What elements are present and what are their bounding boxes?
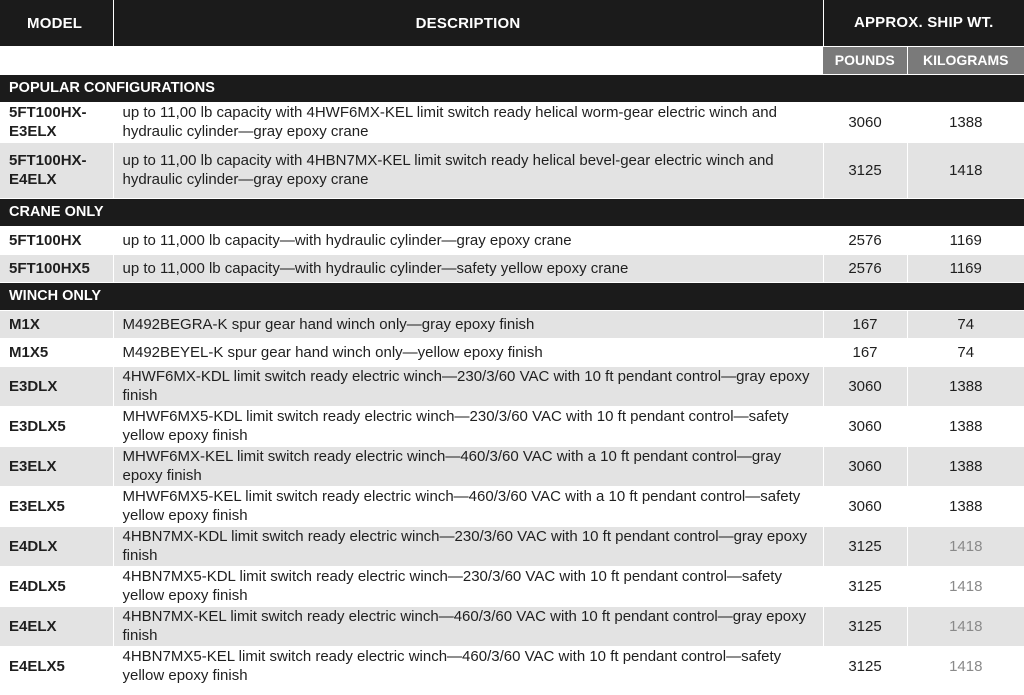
description-cell: 4HBN7MX5-KDL limit switch ready electric winch—230/3/60 VAC with 10 ft pendant control—safety yellow epoxy finish (113, 566, 823, 606)
description-cell: up to 11,000 lb capacity—with hydraulic cylinder—gray epoxy crane (113, 226, 823, 254)
model-cell: M1X (0, 310, 113, 338)
table-row (0, 526, 1024, 566)
subheader-spacer (0, 46, 113, 74)
model-cell: 5FT100HX (0, 226, 113, 254)
section-title: POPULAR CONFIGURATIONS (0, 74, 1024, 102)
section-header-winch-only (0, 282, 1024, 310)
subheader-row (0, 46, 1024, 74)
model-cell: E3ELX (0, 446, 113, 486)
kilograms-cell: 1418 (907, 526, 1024, 566)
column-header-model: MODEL (0, 0, 113, 46)
table-row (0, 646, 1024, 686)
table-row (0, 254, 1024, 282)
description-cell: 4HBN7MX5-KEL limit switch ready electric winch—460/3/60 VAC with 10 ft pendant control—safety yellow epoxy finish (113, 646, 823, 686)
description-cell: up to 11,00 lb capacity with 4HBN7MX-KEL limit switch ready helical bevel-gear electric winch and hydraulic cylinder—gray epoxy crane (113, 142, 823, 198)
model-cell: E3ELX5 (0, 486, 113, 526)
pounds-cell: 3125 (823, 526, 907, 566)
section-header-popular-configurations (0, 74, 1024, 102)
table-row (0, 446, 1024, 486)
description-cell: MHWF6MX5-KEL limit switch ready electric winch—460/3/60 VAC with a 10 ft pendant control—safety yellow epoxy finish (113, 486, 823, 526)
table-row (0, 566, 1024, 606)
pounds-cell: 2576 (823, 254, 907, 282)
pounds-cell: 3125 (823, 142, 907, 198)
description-cell: M492BEYEL-K spur gear hand winch only—yellow epoxy finish (113, 338, 823, 366)
table-row (0, 142, 1024, 198)
pounds-cell: 3125 (823, 646, 907, 686)
model-cell: E3DLX (0, 366, 113, 406)
column-header-kilograms: KILOGRAMS (907, 46, 1024, 74)
description-cell: up to 11,00 lb capacity with 4HWF6MX-KEL limit switch ready helical worm-gear electric winch and hydraulic cylinder—gray epoxy crane (113, 102, 823, 142)
kilograms-cell: 1418 (907, 566, 1024, 606)
section-header-crane-only (0, 198, 1024, 226)
description-cell: M492BEGRA-K spur gear hand winch only—gray epoxy finish (113, 310, 823, 338)
model-cell: E4DLX (0, 526, 113, 566)
table-row (0, 406, 1024, 446)
column-header-weight: APPROX. SHIP WT. (823, 0, 1024, 46)
model-cell: E4ELX5 (0, 646, 113, 686)
table-row (0, 338, 1024, 366)
pounds-cell: 3060 (823, 366, 907, 406)
kilograms-cell: 1388 (907, 486, 1024, 526)
header-row (0, 0, 1024, 46)
description-cell: MHWF6MX5-KDL limit switch ready electric winch—230/3/60 VAC with 10 ft pendant control—safety yellow epoxy finish (113, 406, 823, 446)
pounds-cell: 3060 (823, 446, 907, 486)
pounds-cell: 3125 (823, 566, 907, 606)
kilograms-cell: 1388 (907, 366, 1024, 406)
description-cell: 4HBN7MX-KDL limit switch ready electric winch—230/3/60 VAC with 10 ft pendant control—gray epoxy finish (113, 526, 823, 566)
table-row (0, 226, 1024, 254)
table-row (0, 102, 1024, 142)
description-cell: 4HBN7MX-KEL limit switch ready electric winch—460/3/60 VAC with 10 ft pendant control—gray epoxy finish (113, 606, 823, 646)
pounds-cell: 3060 (823, 406, 907, 446)
pounds-cell: 167 (823, 338, 907, 366)
table-row (0, 606, 1024, 646)
model-cell: 5FT100HX5 (0, 254, 113, 282)
kilograms-cell: 1169 (907, 254, 1024, 282)
description-cell: 4HWF6MX-KDL limit switch ready electric winch—230/3/60 VAC with 10 ft pendant control—gray epoxy finish (113, 366, 823, 406)
model-cell: E4DLX5 (0, 566, 113, 606)
table-row (0, 310, 1024, 338)
kilograms-cell: 1418 (907, 142, 1024, 198)
table-row (0, 366, 1024, 406)
pounds-cell: 3125 (823, 606, 907, 646)
column-header-pounds: POUNDS (823, 46, 907, 74)
model-cell: M1X5 (0, 338, 113, 366)
subheader-spacer (113, 46, 823, 74)
kilograms-cell: 1169 (907, 226, 1024, 254)
description-cell: up to 11,000 lb capacity—with hydraulic cylinder—safety yellow epoxy crane (113, 254, 823, 282)
pounds-cell: 3060 (823, 486, 907, 526)
kilograms-cell: 1388 (907, 446, 1024, 486)
model-cell: E3DLX5 (0, 406, 113, 446)
table-row (0, 486, 1024, 526)
kilograms-cell: 74 (907, 338, 1024, 366)
pounds-cell: 3060 (823, 102, 907, 142)
pounds-cell: 2576 (823, 226, 907, 254)
kilograms-cell: 1388 (907, 406, 1024, 446)
pounds-cell: 167 (823, 310, 907, 338)
column-header-description: DESCRIPTION (113, 0, 823, 46)
model-cell: E4ELX (0, 606, 113, 646)
model-cell: 5FT100HX-E4ELX (0, 142, 113, 198)
kilograms-cell: 1388 (907, 102, 1024, 142)
description-cell: MHWF6MX-KEL limit switch ready electric winch—460/3/60 VAC with a 10 ft pendant control—gray epoxy finish (113, 446, 823, 486)
section-title: CRANE ONLY (0, 198, 1024, 226)
kilograms-cell: 74 (907, 310, 1024, 338)
model-cell: 5FT100HX-E3ELX (0, 102, 113, 142)
section-title: WINCH ONLY (0, 282, 1024, 310)
kilograms-cell: 1418 (907, 646, 1024, 686)
kilograms-cell: 1418 (907, 606, 1024, 646)
